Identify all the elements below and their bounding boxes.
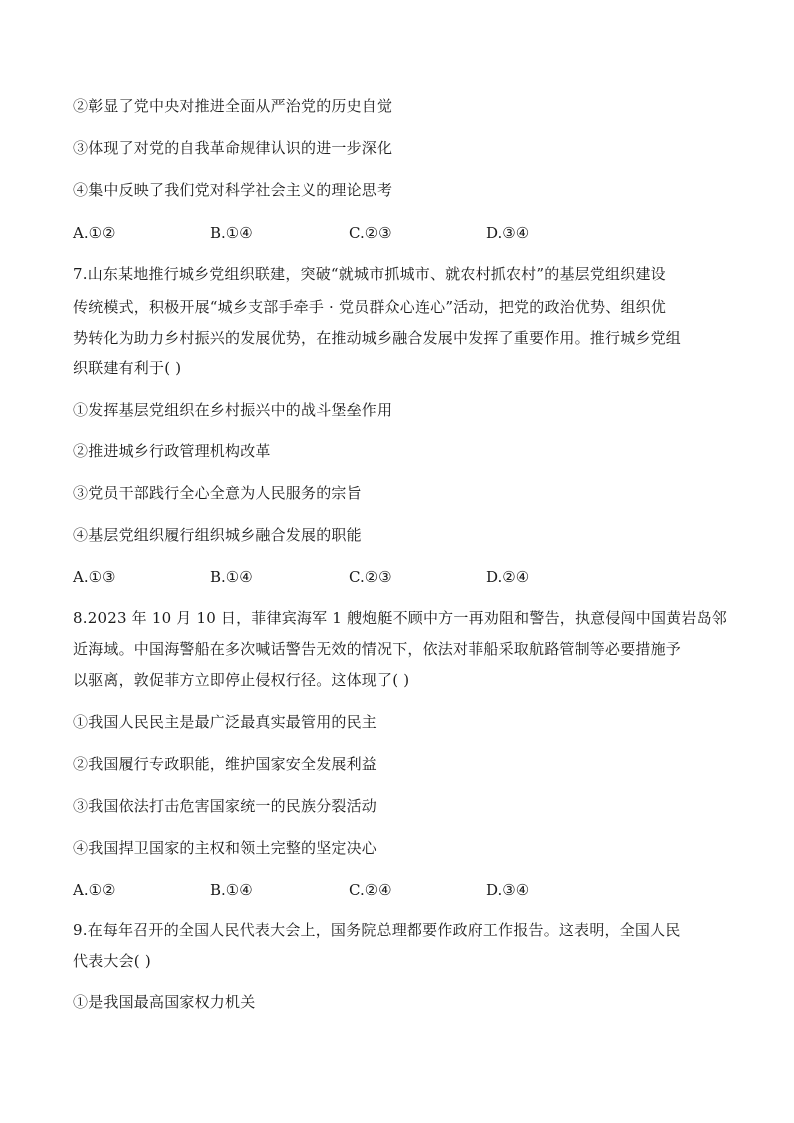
q7-options <box>73 567 733 587</box>
q7-stem-line-1: 7.山东某地推行城乡党组织联建，突破“就城市抓城市、就农村抓农村”的基层党组织建设 <box>73 265 666 283</box>
q6-option-c: C.②③ <box>349 224 392 242</box>
q7-stem-line-2: 传统模式，积极开展“城乡支部手牵手 · 党员群众心连心”活动，把党的政治优势、组织优 <box>73 298 667 316</box>
q7-item-3: ③党员干部践行全心全意为人民服务的宗旨 <box>73 484 362 502</box>
q6-item-4: ④集中反映了我们党对科学社会主义的理论思考 <box>73 181 393 199</box>
q8-item-1: ①我国人民民主是最广泛最真实最管用的民主 <box>73 713 378 731</box>
q6-item-2: ②彰显了党中央对推进全面从严治党的历史自觉 <box>73 97 393 115</box>
q7-item-2: ②推进城乡行政管理机构改革 <box>73 442 271 460</box>
q8-item-2: ②我国履行专政职能，维护国家安全发展利益 <box>73 755 378 773</box>
q9-stem-line-1: 9.在每年召开的全国人民代表大会上，国务院总理都要作政府工作报告。这表明，全国人民 <box>73 921 681 939</box>
q8-options <box>73 880 733 900</box>
q6-item-3: ③体现了对党的自我革命规律认识的进一步深化 <box>73 139 393 157</box>
q7-item-1: ①发挥基层党组织在乡村振兴中的战斗堡垒作用 <box>73 401 393 419</box>
q8-option-b: B.①④ <box>210 881 253 899</box>
q8-item-3: ③我国依法打击危害国家统一的民族分裂活动 <box>73 797 378 815</box>
q9-stem-line-2: 代表大会( ) <box>73 952 151 970</box>
q8-item-4: ④我国捍卫国家的主权和领土完整的坚定决心 <box>73 839 378 857</box>
q7-item-4: ④基层党组织履行组织城乡融合发展的职能 <box>73 526 362 544</box>
q8-option-d: D.③④ <box>486 881 530 899</box>
q7-option-c: C.②③ <box>349 568 392 586</box>
q8-option-a: A.①② <box>73 881 116 899</box>
q8-option-c: C.②④ <box>349 881 392 899</box>
q8-stem-line-1: 8.2023 年 10 月 10 日，菲律宾海军 1 艘炮艇不顾中方一再劝阻和警告，执意侵闯中国黄岩岛邻 <box>73 609 727 627</box>
q8-stem-line-2: 近海域。中国海警船在多次喊话警告无效的情况下，依法对菲船采取航路管制等必要措施予 <box>73 640 682 658</box>
q7-option-a: A.①③ <box>73 568 116 586</box>
q7-stem-line-3: 势转化为助力乡村振兴的发展优势，在推动城乡融合发展中发挥了重要作用。推行城乡党组 <box>73 329 682 347</box>
q6-option-d: D.③④ <box>486 224 530 242</box>
q6-option-a: A.①② <box>73 224 116 242</box>
q6-option-b: B.①④ <box>210 224 253 242</box>
q9-item-1: ①是我国最高国家权力机关 <box>73 993 256 1011</box>
q7-stem-line-4: 织联建有利于( ) <box>73 359 182 377</box>
q6-options <box>73 223 733 243</box>
q7-option-b: B.①④ <box>210 568 253 586</box>
q8-stem-line-3: 以驱离，敦促菲方立即停止侵权行径。这体现了( ) <box>73 671 410 689</box>
q7-option-d: D.②④ <box>486 568 530 586</box>
